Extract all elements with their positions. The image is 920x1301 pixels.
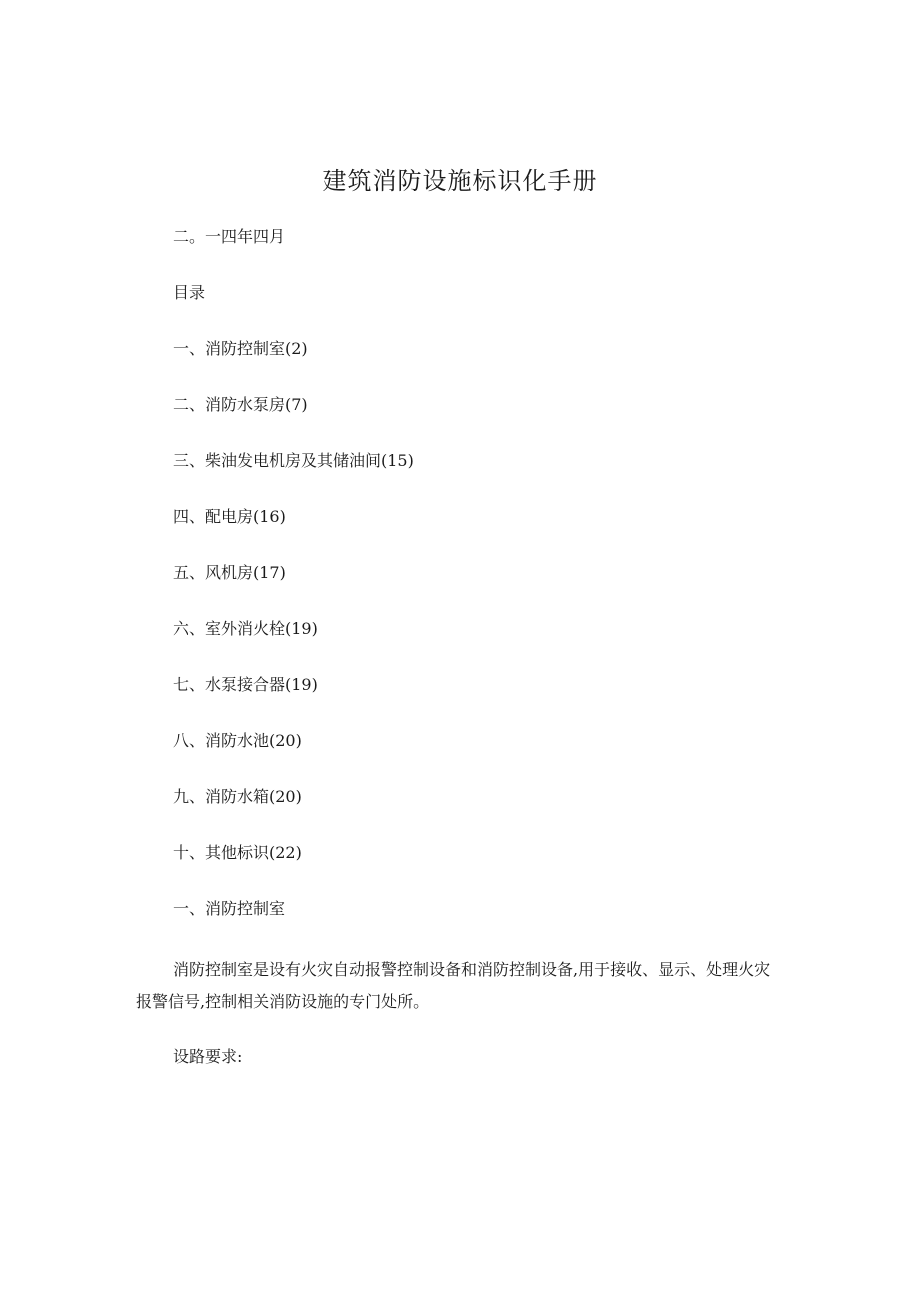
subheading: 设路要求: — [173, 1047, 243, 1066]
toc-item: 七、水泵接合器(19) — [173, 675, 318, 694]
toc-item: 四、配电房(16) — [173, 507, 286, 526]
toc-item: 一、消防控制室(2) — [173, 339, 308, 358]
document-title: 建筑消防设施标识化手册 — [322, 167, 598, 195]
toc-item: 三、柴油发电机房及其储油间(15) — [173, 451, 414, 470]
document-date: 二。一四年四月 — [173, 227, 286, 246]
toc-item: 十、其他标识(22) — [173, 843, 302, 862]
toc-item: 五、风机房(17) — [173, 563, 286, 582]
toc-heading: 目录 — [173, 283, 206, 302]
toc-item: 八、消防水池(20) — [173, 731, 302, 750]
toc-item: 九、消防水箱(20) — [173, 787, 302, 806]
toc-item: 六、室外消火栓(19) — [173, 619, 318, 638]
section-paragraph: 消防控制室是设有火灾自动报警控制设备和消防控制设备,用于接收、显示、处理火灾报警信号,控制相关消防设施的专门处所。 — [136, 960, 771, 1011]
toc-item: 二、消防水泵房(7) — [173, 395, 308, 414]
section-heading: 一、消防控制室 — [173, 899, 286, 918]
